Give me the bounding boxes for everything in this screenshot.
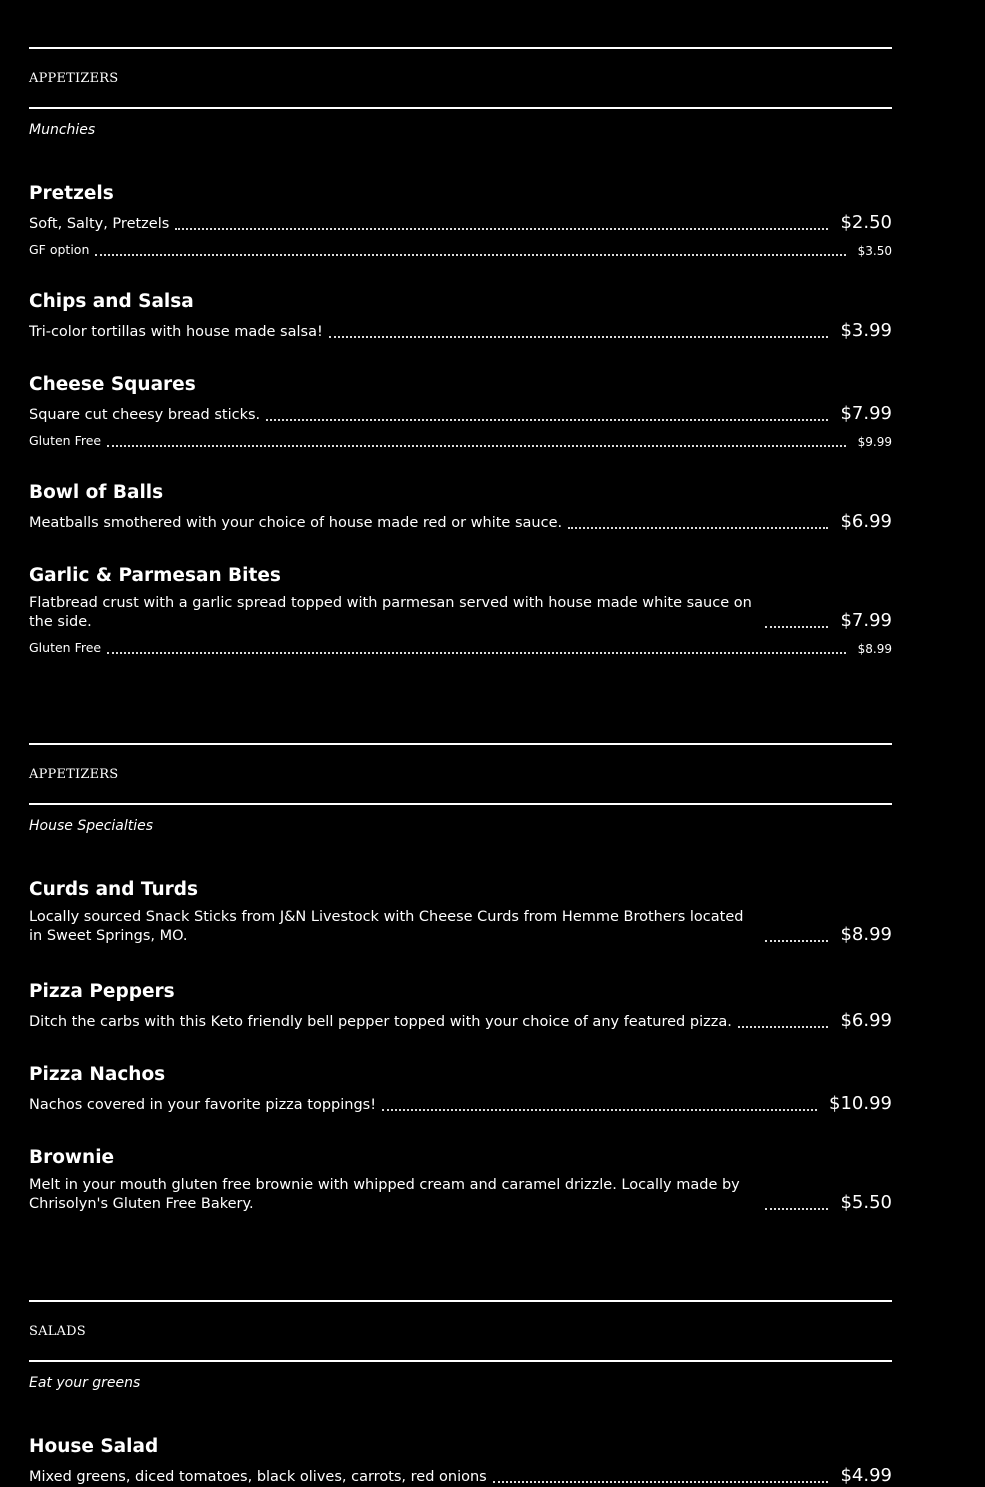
- item-price: $3.99: [840, 320, 892, 341]
- item-description-wrap: [29, 594, 834, 632]
- dot-leader: [382, 1109, 817, 1111]
- item-name: Chips and Salsa: [29, 291, 194, 312]
- option-label: Gluten Free: [29, 640, 102, 655]
- item-row: [29, 594, 892, 632]
- menu-item: [29, 565, 892, 657]
- item-name: Pizza Peppers: [29, 981, 175, 1002]
- dot-leader: [765, 1208, 828, 1210]
- section-title: APPETIZERS: [29, 71, 119, 86]
- dot-leader: [493, 1481, 829, 1483]
- item-name: Garlic & Parmesan Bites: [29, 565, 281, 586]
- item-price: $8.99: [840, 924, 892, 945]
- item-description-wrap: [29, 1096, 823, 1115]
- item-description-wrap: [29, 908, 834, 946]
- item-row: [29, 908, 892, 946]
- item-price: $10.99: [829, 1093, 892, 1114]
- option-price: $8.99: [857, 642, 892, 656]
- dot-leader: [107, 652, 846, 654]
- item-name: Pizza Nachos: [29, 1064, 166, 1085]
- item-price: $6.99: [840, 1010, 892, 1031]
- item-description: Tri-color tortillas with house made salsa!: [29, 324, 323, 340]
- option-label-wrap: [29, 638, 852, 657]
- item-option-row: [29, 431, 892, 450]
- menu-section: [29, 47, 892, 144]
- item-price: $7.99: [840, 610, 892, 631]
- item-description-wrap: [29, 514, 834, 533]
- item-row: [29, 1010, 892, 1032]
- item-description: Meatballs smothered with your choice of house made red or white sauce.: [29, 515, 563, 531]
- menu-item: [29, 482, 892, 533]
- item-description-wrap: [29, 1013, 834, 1032]
- section-title: APPETIZERS: [29, 767, 119, 782]
- menu-section: [29, 1300, 892, 1397]
- dot-leader: [568, 527, 828, 529]
- dot-leader: [738, 1026, 829, 1028]
- item-name: House Salad: [29, 1436, 159, 1457]
- dot-leader: [107, 445, 846, 447]
- menu-item: [29, 374, 892, 450]
- item-price: $6.99: [840, 511, 892, 532]
- option-label: GF option: [29, 242, 90, 257]
- item-row: [29, 320, 892, 342]
- item-price: $7.99: [840, 403, 892, 424]
- dot-leader: [329, 336, 829, 338]
- section-subtitle: Munchies: [29, 122, 96, 138]
- item-price: $2.50: [840, 212, 892, 233]
- item-description: Flatbread crust with a garlic spread topped with parmesan served with house made white sauce on the side.: [29, 595, 752, 630]
- item-option-row: [29, 638, 892, 657]
- menu-item: [29, 1064, 892, 1115]
- item-description: Mixed greens, diced tomatoes, black olives, carrots, red onions: [29, 1469, 487, 1485]
- dot-leader: [95, 254, 845, 256]
- option-label: Gluten Free: [29, 433, 102, 448]
- item-name: Cheese Squares: [29, 374, 196, 395]
- item-description-wrap: [29, 1176, 834, 1214]
- item-description: Square cut cheesy bread sticks.: [29, 407, 261, 423]
- dot-leader: [175, 228, 828, 230]
- menu-item: [29, 291, 892, 342]
- item-description: Nachos covered in your favorite pizza toppings!: [29, 1097, 377, 1113]
- item-description: Soft, Salty, Pretzels: [29, 216, 170, 232]
- dot-leader: [765, 626, 828, 628]
- menu-item: [29, 1436, 892, 1487]
- option-label-wrap: [29, 431, 852, 450]
- item-name: Brownie: [29, 1147, 115, 1168]
- section-title: SALADS: [29, 1324, 86, 1339]
- dot-leader: [266, 419, 828, 421]
- menu-section: [29, 743, 892, 840]
- item-description-wrap: [29, 406, 834, 425]
- item-price: $4.99: [840, 1465, 892, 1486]
- item-name: Pretzels: [29, 183, 114, 204]
- item-description: Melt in your mouth gluten free brownie with whipped cream and caramel drizzle. Locally made by Chrisolyn's Gluten Free Bakery.: [29, 1177, 740, 1212]
- item-row: [29, 511, 892, 533]
- menu-item: [29, 183, 892, 259]
- item-price: $5.50: [840, 1192, 892, 1213]
- item-description: Locally sourced Snack Sticks from J&N Livestock with Cheese Curds from Hemme Brothers located in Sweet Springs, MO.: [29, 909, 744, 944]
- item-row: [29, 1176, 892, 1214]
- section-subtitle: House Specialties: [29, 818, 154, 834]
- item-name: Curds and Turds: [29, 879, 199, 900]
- option-price: $3.50: [857, 244, 892, 258]
- section-subtitle: Eat your greens: [29, 1375, 141, 1391]
- item-row: [29, 212, 892, 234]
- item-description-wrap: [29, 323, 834, 342]
- item-description-wrap: [29, 215, 834, 234]
- item-name: Bowl of Balls: [29, 482, 164, 503]
- dot-leader: [765, 940, 828, 942]
- menu-item: [29, 1147, 892, 1214]
- item-row: [29, 403, 892, 425]
- option-label-wrap: [29, 240, 852, 259]
- item-description: Ditch the carbs with this Keto friendly bell pepper topped with your choice of any featured pizza.: [29, 1014, 732, 1030]
- option-price: $9.99: [857, 435, 892, 449]
- item-description-wrap: [29, 1468, 834, 1487]
- menu-item: [29, 879, 892, 946]
- item-option-row: [29, 240, 892, 259]
- item-row: [29, 1093, 892, 1115]
- menu-item: [29, 981, 892, 1032]
- item-row: [29, 1465, 892, 1487]
